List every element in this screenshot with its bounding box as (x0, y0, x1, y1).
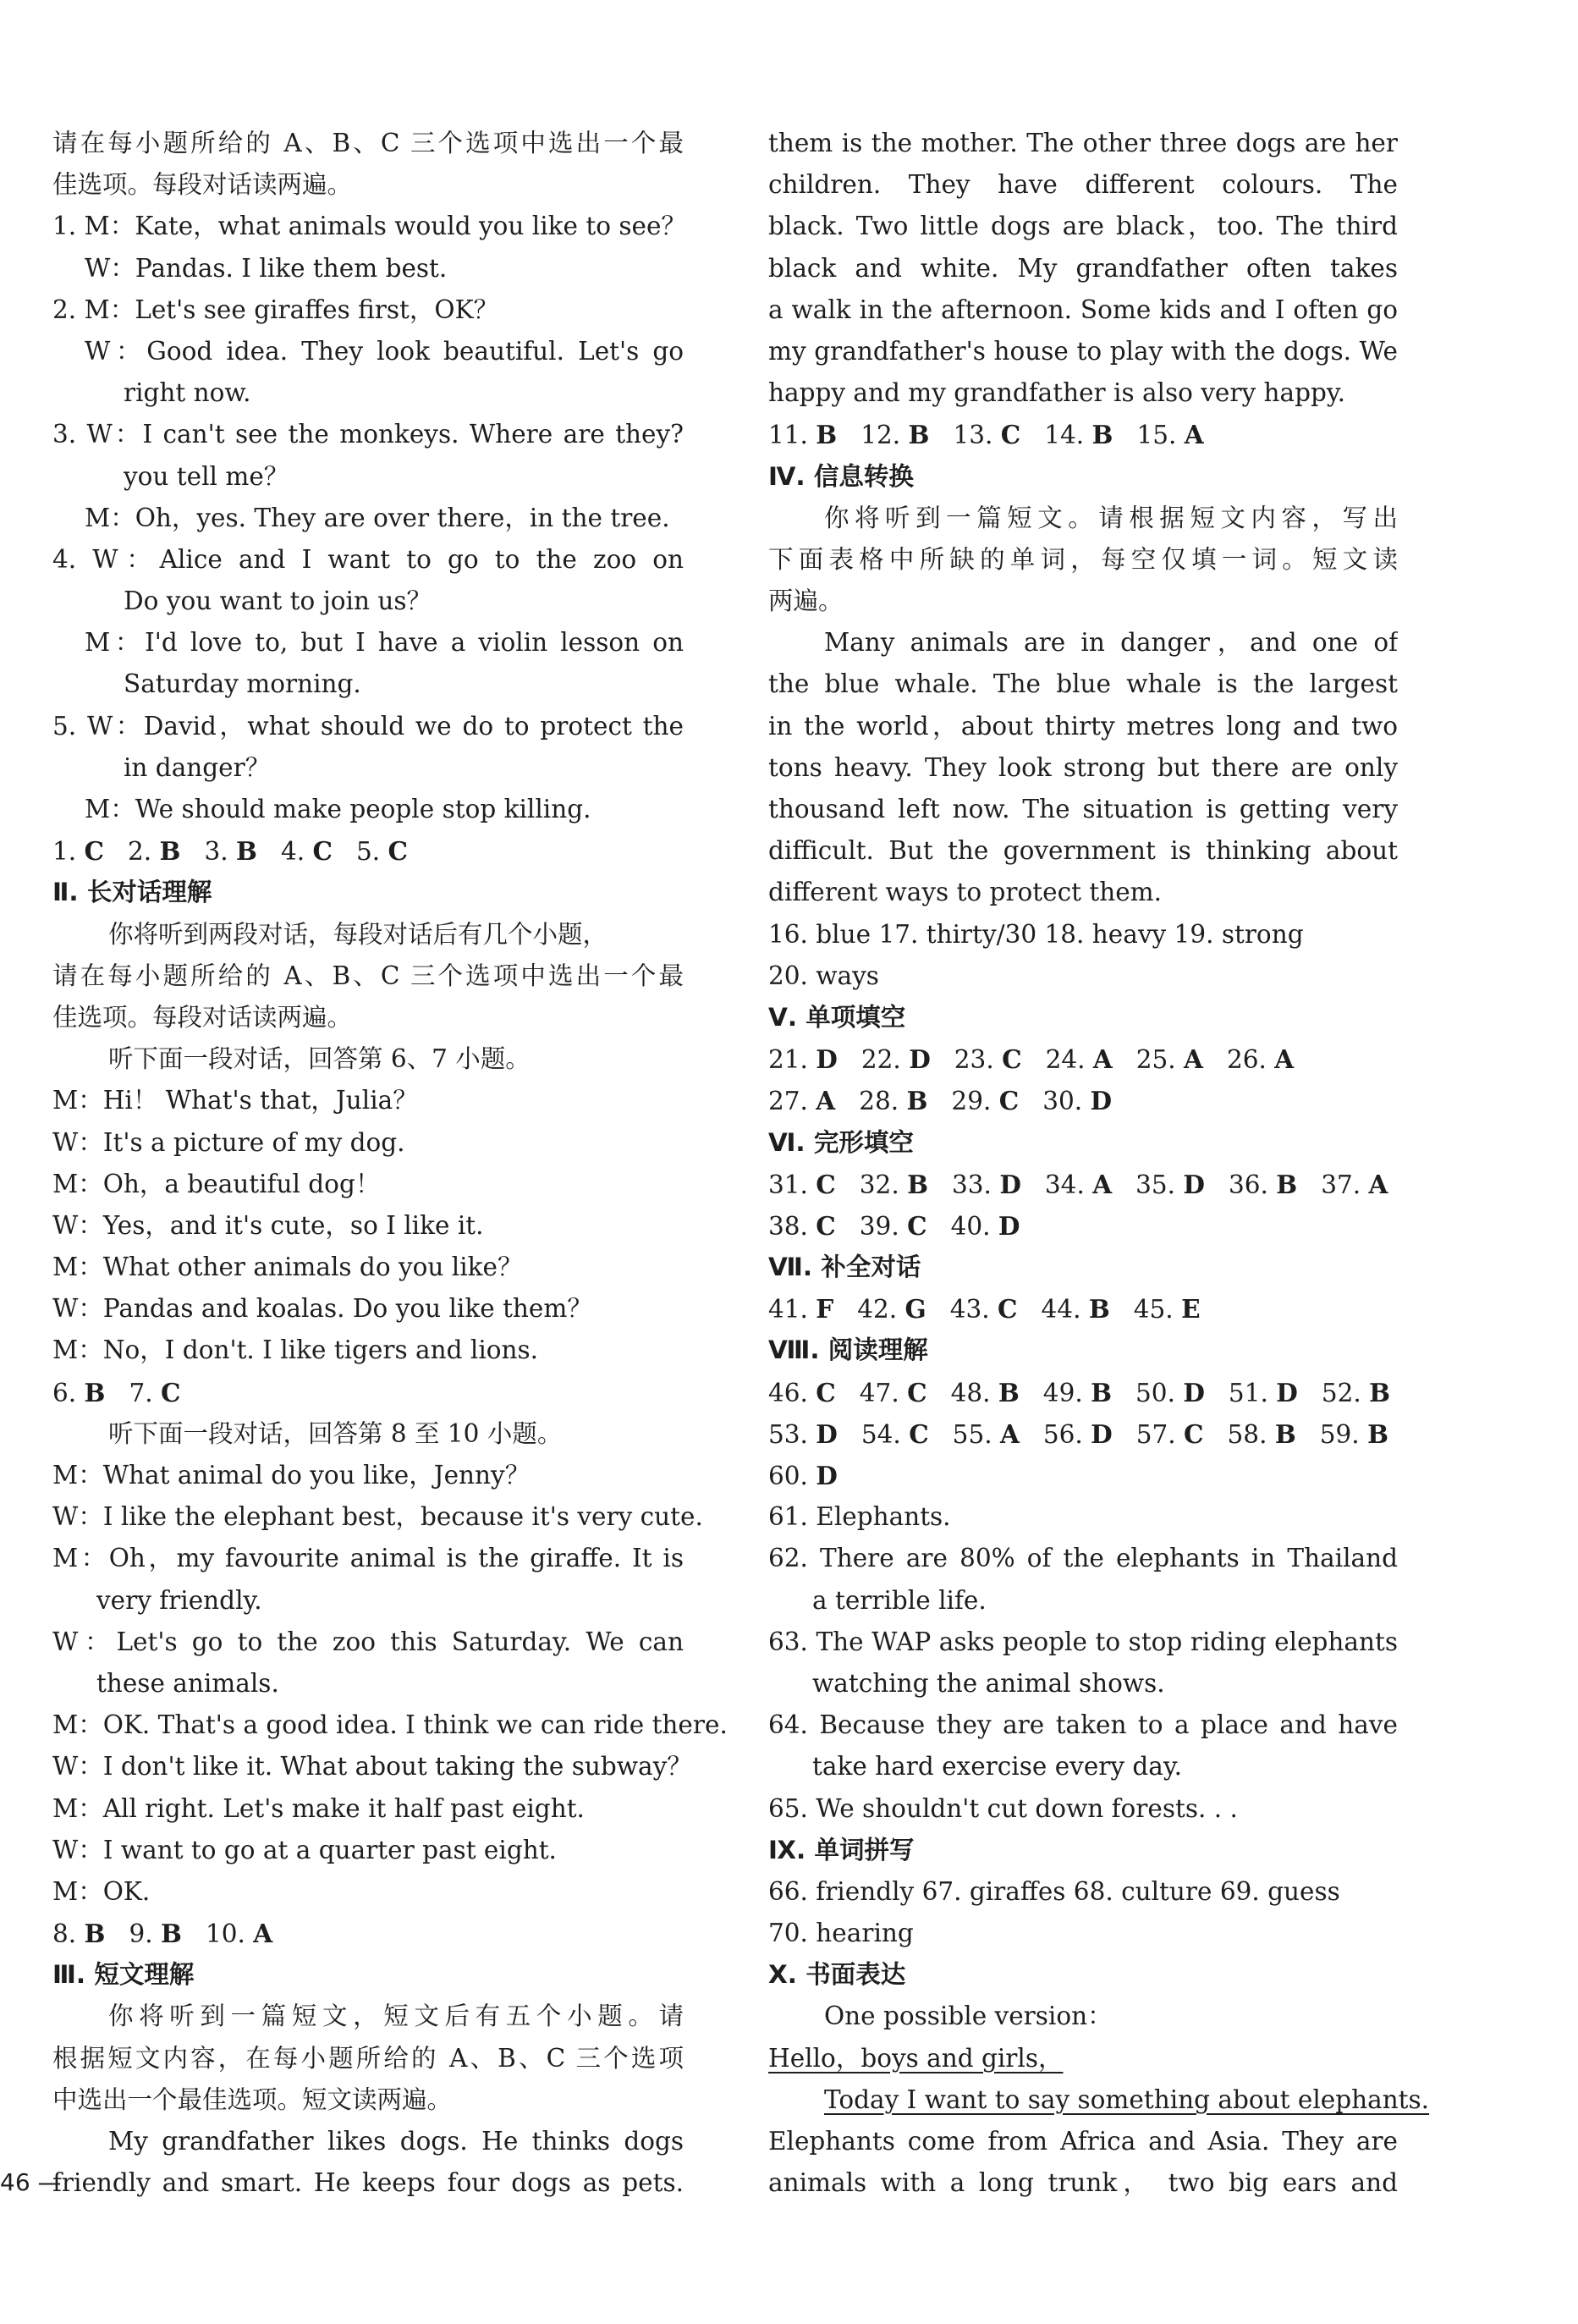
text-line: in the world，about thirty metres long and two (768, 711, 1398, 741)
left-column (52, 123, 728, 2204)
text-line: in danger？ (124, 752, 271, 782)
text-line: black. Two little dogs are black，too. The third (768, 212, 1398, 241)
text-line: 你将听到一篇短文，短文后有五个小题。请 (108, 2002, 684, 2031)
text-line: 63. The WAP asks people to stop riding elephants (768, 1627, 1398, 1656)
text-line: 66. friendly 67. giraffes 68. culture 69. guess (768, 1876, 1340, 1906)
section-heading: Ⅳ. 信息转换 (768, 461, 914, 491)
answer-key-line: 1. C 2. B 3. B 4. C 5. C (52, 836, 408, 867)
text-line: W：I don't like it. What about taking the subway？ (52, 1752, 692, 1782)
text-line: children. They have different colours. The (768, 170, 1398, 200)
section-heading: Ⅸ. 单词拼写 (768, 1835, 915, 1864)
section-heading: Ⅲ. 短文理解 (52, 1960, 195, 1990)
text-line: M：Hi！ What's that，Julia？ (52, 1086, 418, 1115)
text-line: take hard exercise every day. (812, 1752, 1183, 1782)
text-line: 4. W：Alice and I want to go to the zoo on (52, 544, 684, 574)
section-heading: Ⅷ. 阅读理解 (768, 1335, 928, 1365)
text-line: 你将听到一篇短文。请根据短文内容，写出 (824, 503, 1398, 532)
text-line: W：Pandas. I like them best. (85, 253, 448, 283)
text-line: M：We should make people stop killing. (85, 795, 591, 823)
section-heading: Ⅱ. 长对话理解 (52, 878, 212, 907)
text-line: 两遍。 (768, 587, 844, 616)
text-line: you tell me？ (124, 461, 289, 491)
text-line: 16. blue 17. thirty/30 18. heavy 19. strong (768, 919, 1304, 949)
answer-key-line: 21. D 22. D 23. C 24. A 25. A 26. A (768, 1044, 1295, 1075)
text-line: 64. Because they are taken to a place and have (768, 1710, 1398, 1740)
text-line: Many animals are in danger，and one of (824, 628, 1398, 658)
text-line: W：Pandas and koalas. Do you like them？ (52, 1294, 592, 1324)
text-line: M：OK. (52, 1876, 151, 1906)
text-line: 佳选项。每段对话读两遍。 (52, 1002, 353, 1032)
answer-key-line: 53. D 54. C 55. A 56. D 57. C 58. B 59. B (768, 1418, 1388, 1449)
answer-key-line: 60. D (768, 1461, 838, 1490)
text-line: W：Let's go to the zoo this Saturday. We can (52, 1627, 684, 1656)
text-line: 你将听到两段对话，每段对话后有几个小题， (108, 919, 608, 949)
text-line: M：OK. That's a good idea. I think we can ride there. (52, 1710, 728, 1740)
answer-key-line: 41. F 42. G 43. C 44. B 45. E (768, 1294, 1201, 1324)
text-line: M：Oh，a beautiful dog！ (52, 1169, 381, 1198)
text-line: friendly and smart. He keeps four dogs as pets. (52, 2168, 684, 2198)
answer-key-line: 8. B 9. B 10. A (52, 1919, 273, 1949)
text-line: M：What animal do you like，Jenny？ (52, 1461, 531, 1490)
text-line: 佳选项。每段对话读两遍。 (52, 170, 353, 200)
text-line: 5. W：David，what should we do to protect the (52, 711, 684, 741)
text-line: 请在每小题所给的 A、B、C 三个选项中选出一个最 (52, 961, 684, 990)
text-line: 听下面一段对话，回答第 8 至 10 小题。 (108, 1418, 563, 1448)
text-line: very friendly. (96, 1585, 262, 1615)
text-line: these animals. (96, 1668, 279, 1698)
answer-key-line: 11. B 12. B 13. C 14. B 15. A (768, 420, 1204, 450)
text-line: My grandfather likes dogs. He thinks dogs (108, 2127, 684, 2156)
text-line: 62. There are 80% of the elephants in Thailand (768, 1544, 1398, 1573)
text-line: W：I like the elephant best，because it's very cute. (52, 1502, 703, 1532)
text-line: 请在每小题所给的 A、B、C 三个选项中选出一个最 (52, 129, 684, 157)
text-line: Do you want to join us？ (124, 587, 432, 616)
text-line: tons heavy. They look strong but there are only (768, 752, 1398, 782)
text-line: happy and my grandfather is also very happy. (768, 378, 1346, 408)
text-line: 20. ways (768, 961, 879, 990)
text-line: M：No，I don't. I like tigers and lions. (52, 1335, 539, 1365)
text-line: my grandfather's house to play with the dogs. We (768, 336, 1398, 366)
page-number: 46 — (0, 2168, 62, 2196)
text-line: M：What other animals do you like？ (52, 1253, 523, 1282)
answer-key-line: 6. B 7. C (52, 1377, 181, 1407)
text-line: Saturday morning. (124, 669, 361, 699)
answer-key-line: 38. C 39. C 40. D (768, 1210, 1020, 1241)
text-line: difficult. But the government is thinking about (768, 836, 1398, 866)
text-line: M：Oh，my favourite animal is the giraffe. It is (52, 1544, 684, 1573)
text-line: 中选出一个最佳选项。短文读两遍。 (52, 2084, 453, 2114)
text-line: animals with a long trunk， two big ears and (768, 2168, 1398, 2198)
answer-key-line: 46. C 47. C 48. B 49. B 50. D 51. D 52. B (768, 1377, 1391, 1407)
text-line: W：Good idea. They look beautiful. Let's go (85, 336, 684, 366)
text-line: 1. M：Kate，what animals would you like to see？ (52, 212, 686, 241)
text-line: Today I want to say something about elephants. (824, 2084, 1430, 2114)
text-line: them is the mother. The other three dogs are her (768, 129, 1398, 157)
text-line: W：I want to go at a quarter past eight. (52, 1835, 557, 1864)
right-column (768, 123, 1430, 2204)
text-line: 61. Elephants. (768, 1502, 951, 1532)
text-line: 70. hearing (768, 1919, 914, 1948)
text-line: watching the animal shows. (812, 1668, 1165, 1698)
text-line: the blue whale. The blue whale is the largest (768, 669, 1398, 699)
section-heading: Ⅶ. 补全对话 (768, 1253, 921, 1282)
text-line: W：It's a picture of my dog. (52, 1127, 405, 1157)
text-line: W：Yes，and it's cute，so I like it. (52, 1210, 484, 1240)
text-line: M：All right. Let's make it half past eight. (52, 1793, 585, 1823)
text-line: 3. W：I can't see the monkeys. Where are they? (52, 420, 684, 449)
text-line: 下面表格中所缺的单词，每空仅填一词。短文读 (768, 544, 1398, 574)
answer-key-line: 31. C 32. B 33. D 34. A 35. D 36. B 37. A (768, 1169, 1388, 1199)
text-line: 听下面一段对话，回答第 6、7 小题。 (108, 1044, 531, 1074)
text-line: 2. M：Let's see giraffes first，OK？ (52, 295, 499, 324)
text-line: 根据短文内容，在每小题所给的 A、B、C 三个选项 (52, 2043, 684, 2073)
text-line: right now. (124, 378, 251, 408)
section-heading: Ⅹ. 书面表达 (768, 1960, 906, 1990)
text-line: a walk in the afternoon. Some kids and I often go (768, 295, 1398, 324)
text-line: thousand left now. The situation is getting very (768, 795, 1398, 823)
text-line: black and white. My grandfather often takes (768, 253, 1398, 283)
text-line: One possible version： (824, 2002, 1113, 2031)
answer-key-line: 27. A 28. B 29. C 30. D (768, 1086, 1113, 1116)
text-line: a terrible life. (812, 1585, 987, 1615)
section-heading: Ⅴ. 单项填空 (768, 1002, 906, 1032)
text-line: M：Oh，yes. They are over there，in the tree. (85, 503, 670, 532)
text-line: M：I'd love to, but I have a violin lesson on (85, 628, 684, 658)
text-line: 65. We shouldn't cut down forests. . . (768, 1793, 1238, 1823)
text-line: Hello，boys and girls， (768, 2043, 1064, 2073)
section-heading: Ⅵ. 完形填空 (768, 1127, 914, 1157)
text-line: different ways to protect them. (768, 878, 1163, 907)
text-line: Elephants come from Africa and Asia. They are (768, 2127, 1398, 2156)
